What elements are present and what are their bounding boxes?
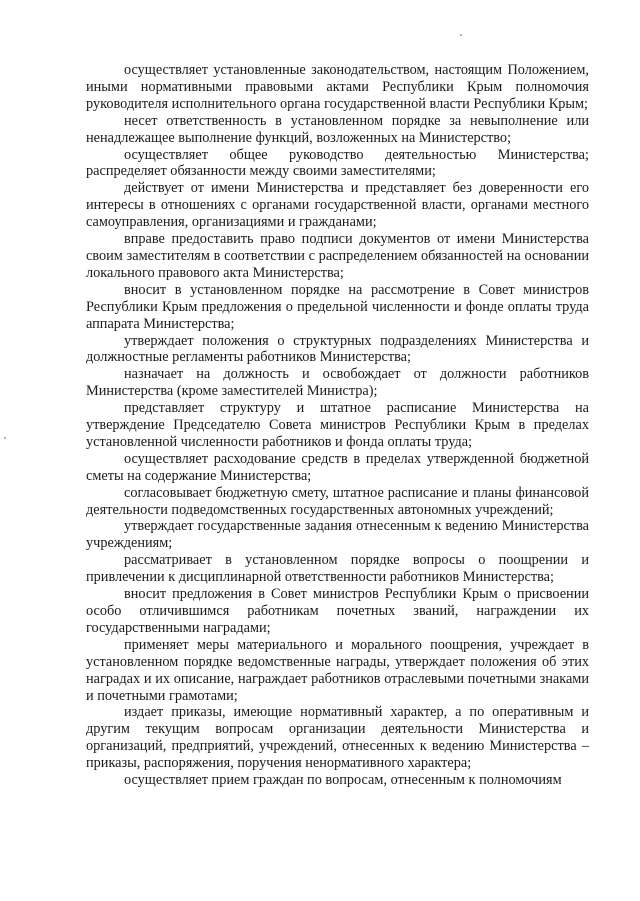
paragraph: осуществляет установленные законодательством, настоящим Положением, иными нормативными правовыми актами Республики Крым полномочия руководителя исполнительного органа государственной власти Республики Крым; [86,62,589,112]
paragraph: утверждает положения о структурных подразделениях Министерства и должностные регламенты работников Министерства; [86,332,589,366]
paragraph: представляет структуру и штатное расписание Министерства на утверждение Председателю Совета министров Республики Крым в пределах установленной численности работников и фонда оплаты труда; [86,400,589,450]
paragraph: рассматривает в установленном порядке вопросы о поощрении и привлечении к дисциплинарной ответственности работников Министерства; [86,552,589,586]
paragraph: несет ответственность в установленном порядке за невыполнение или ненадлежащее выполнение функций, возложенных на Министерство; [86,112,589,146]
scan-speck [4,437,6,439]
paragraph: действует от имени Министерства и представляет без доверенности его интересы в отношениях с органами государственной власти, органами местного самоуправления, организациями и гражданами; [86,180,589,231]
document-body [86,62,589,789]
paragraph: вносит предложения в Совет министров Республики Крым о присвоении особо отличившимся работникам почетных званий, награждении их государственными наградами; [86,586,589,636]
scan-speck [460,34,462,36]
paragraph: осуществляет прием граждан по вопросам, отнесенным к полномочиям [124,772,562,789]
paragraph: применяет меры материального и морального поощрения, учреждает в установленном порядке ведомственные награды, утверждает положения об этих наградах и их описание, награждает работников отраслевыми почетными знаками и почетными грамотами; [86,636,589,704]
paragraph: назначает на должность и освобождает от должности работников Министерства (кроме заместителей Министра); [86,366,589,400]
paragraph: утверждает государственные задания отнесенным к ведению Министерства учреждениям; [86,518,589,552]
paragraph: вносит в установленном порядке на рассмотрение в Совет министров Республики Крым предложения о предельной численности и фонде оплаты труда аппарата Министерства; [86,281,589,332]
paragraph: согласовывает бюджетную смету, штатное расписание и планы финансовой деятельности подведомственных государственных автономных учреждений; [86,484,589,518]
paragraph: осуществляет расходование средств в пределах утвержденной бюджетной сметы на содержание Министерства; [86,450,589,484]
paragraph: осуществляет общее руководство деятельностью Министерства; распределяет обязанности между своими заместителями; [86,146,589,180]
paragraph: издает приказы, имеющие нормативный характер, а по оперативным и другим текущим вопросам организации деятельности Министерства и организаций, предприятий, учреждений, отнесенных к ведению Министерства – приказы, распоряжения, поручения ненормативного характера; [86,704,589,772]
paragraph: вправе предоставить право подписи документов от имени Министерства своим заместителям в соответствии с распределением обязанностей на основании локального правового акта Министерства; [86,231,589,281]
